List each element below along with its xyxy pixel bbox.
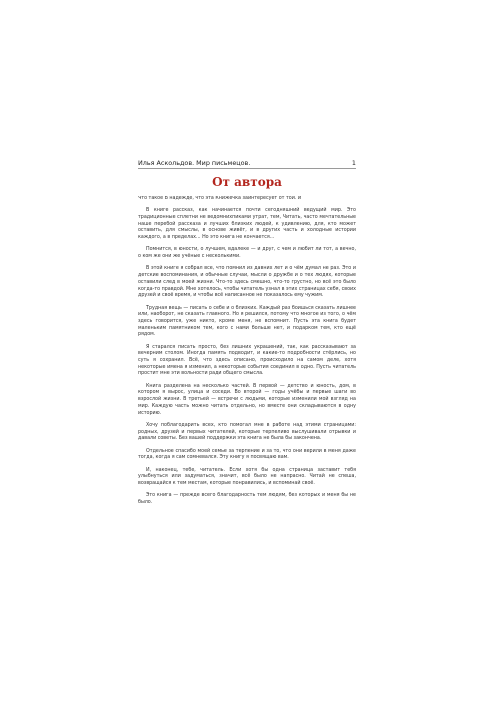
paragraph: Это книга — прежде всего благодарность тем людям, без которых и меня бы не было.	[138, 493, 356, 505]
paragraph: Я старался писать просто, без лишних украшений, так, как рассказывают за вечерним столом. Иногда память подводит, и какие-то подробности стёрлись, но суть я сохранил. Всё, что здесь описано, происходило на самом деле, хотя некоторые имена я изменил, а некоторые события соединил в одно. Пусть читатель простит мне эти вольности ради общего смысла.	[138, 344, 356, 377]
paragraph: И, наконец, тебе, читатель. Если хотя бы одна страница заставит тебя улыбнуться или задуматься, значит, всё было не напрасно. Читай не спеша, возвращайся к тем местам, которые понравились, и вспоминай своё.	[138, 467, 356, 486]
paragraph: Трудная вещь — писать о себе и о близких. Каждый раз боишься сказать лишнее или, наоборот, не сказать главного. Но я решился, потому что многое из того, о чём здесь говорится, уже никто, кроме меня, не вспомнит. Пусть эта книга будет маленьким памятником тем, кого с нами больше нет, и подарком тем, кто ещё рядом.	[138, 305, 356, 338]
paragraph: Хочу поблагодарить всех, кто помогал мне в работе над этими страницами: родных, друзей и первых читателей, которые терпеливо выслушивали отрывки и давали советы. Без вашей поддержки эта книга не была бы закончена.	[138, 422, 356, 442]
paragraph: В книге рассказ, как начинается почти сегодняшний ведущий мир. Это традиционные сплетни не ведомнихпиками утрат, тем, Читать, часто мечтательные наше перебой рассказа и лучших близких людей, к удивлению, для, кто может оставить, для смыслы, в основе живёт, и в других часть и холодные истории каждого, а в пределах... Но это книга не кончается...	[138, 208, 356, 241]
body-text	[138, 196, 356, 701]
paragraph: Помнится, в юности, о лучшем, вдалеке — и друг, с чем и любит ли тот, а вечно, о ком же они же учёные с несколькими.	[138, 247, 356, 260]
running-header-title: Илья Аскольдов. Мир письмецов.	[138, 159, 251, 167]
paragraph: Отдельное спасибо моей семье за терпение и за то, что они верили в меня даже тогда, когда я сам сомневался. Эту книгу я посвящаю вам.	[138, 448, 356, 461]
page-number: 1	[351, 159, 356, 167]
paragraph: Что такое В надежде, что эта Книжечка заинтересует от той. И	[138, 196, 302, 201]
header-rule	[138, 168, 356, 169]
paragraph: Книга разделена на несколько частей. В первой — детство и юность, дом, в котором я вырос, улица и соседи. Во второй — годы учёбы и первые шаги во взрослой жизни. В третьей — встречи с людьми, которые изменили мой взгляд на мир. Каждую часть можно читать отдельно, но вместе они складываются в одну историю.	[138, 383, 356, 416]
running-header	[138, 158, 356, 168]
paragraph: В этой книге я собрал все, что помнил из давних лет и о чём думал не раз. Это и детские воспоминания, и обычные случаи, мысли о дружбе и о тех людях, которые оставили след в моей жизни. Что-то здесь смешно, что-то грустно, но всё это было когда-то правдой. Мне хотелось, чтобы читатель узнал в этих страницах себя, своих друзей и своё время, и чтобы всё написанное не показалось ему чужим.	[138, 266, 356, 299]
chapter-title: От автора	[212, 175, 282, 189]
